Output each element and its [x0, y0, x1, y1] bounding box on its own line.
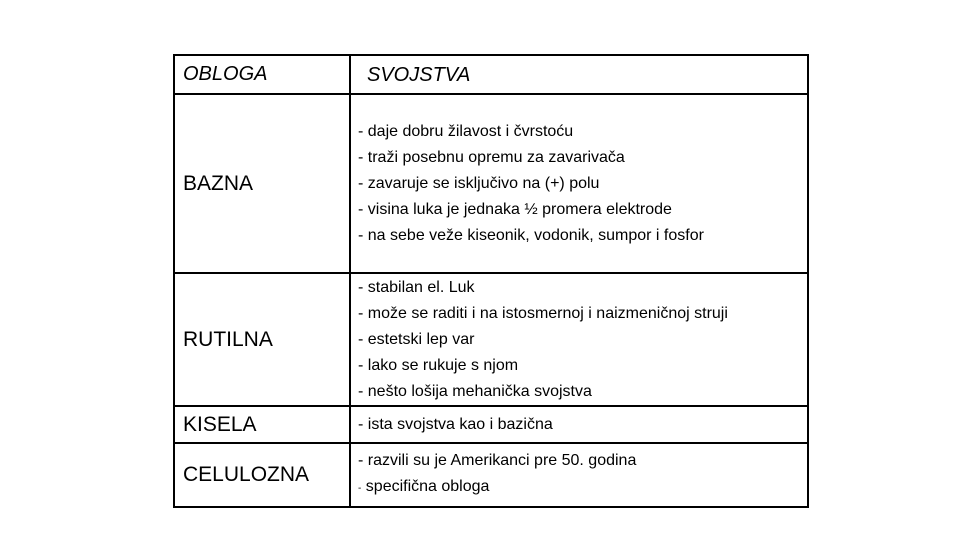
property-line: - nešto lošija mehanička svojstva: [358, 382, 592, 400]
row-name: CELULOZNA: [174, 443, 350, 507]
property-line: - visina luka je jednaka ½ promera elektrode: [358, 200, 672, 218]
properties-table: [173, 54, 809, 508]
property-line: - traži posebnu opremu za zavarivača: [358, 148, 625, 166]
row-name: RUTILNA: [174, 273, 350, 406]
row-properties: [350, 273, 808, 406]
property-line: - daje dobru žilavost i čvrstoću: [358, 122, 574, 140]
table-row: [174, 443, 808, 507]
small-dash: -: [358, 483, 362, 494]
row-name: KISELA: [174, 406, 350, 443]
property-text: specifična obloga: [361, 478, 490, 495]
property-line: - lako se rukuje s njom: [358, 356, 519, 374]
property-line: - razvili su je Amerikanci pre 50. godina: [358, 452, 637, 469]
header-obloga: OBLOGA: [174, 55, 350, 94]
table-row: [174, 406, 808, 443]
property-line: - estetski lep var: [358, 330, 475, 348]
header-svojstva: SVOJSTVA: [350, 55, 808, 94]
table-header-row: [174, 55, 808, 94]
property-line: - zavaruje se isključivo na (+) polu: [358, 174, 600, 192]
property-line: - na sebe veže kiseonik, vodonik, sumpor i fosfor: [358, 226, 704, 244]
row-properties: [350, 406, 808, 443]
row-properties: [350, 94, 808, 273]
property-line: - stabilan el. Luk: [358, 278, 475, 296]
row-name: BAZNA: [174, 94, 350, 273]
table-row: [174, 273, 808, 406]
property-line: - može se raditi i na istosmernoj i naizmeničnoj struji: [358, 304, 728, 322]
property-line: [358, 474, 807, 502]
row-properties: [350, 443, 808, 507]
table-row: [174, 94, 808, 273]
property-line: - ista svojstva kao i bazična: [358, 415, 553, 433]
